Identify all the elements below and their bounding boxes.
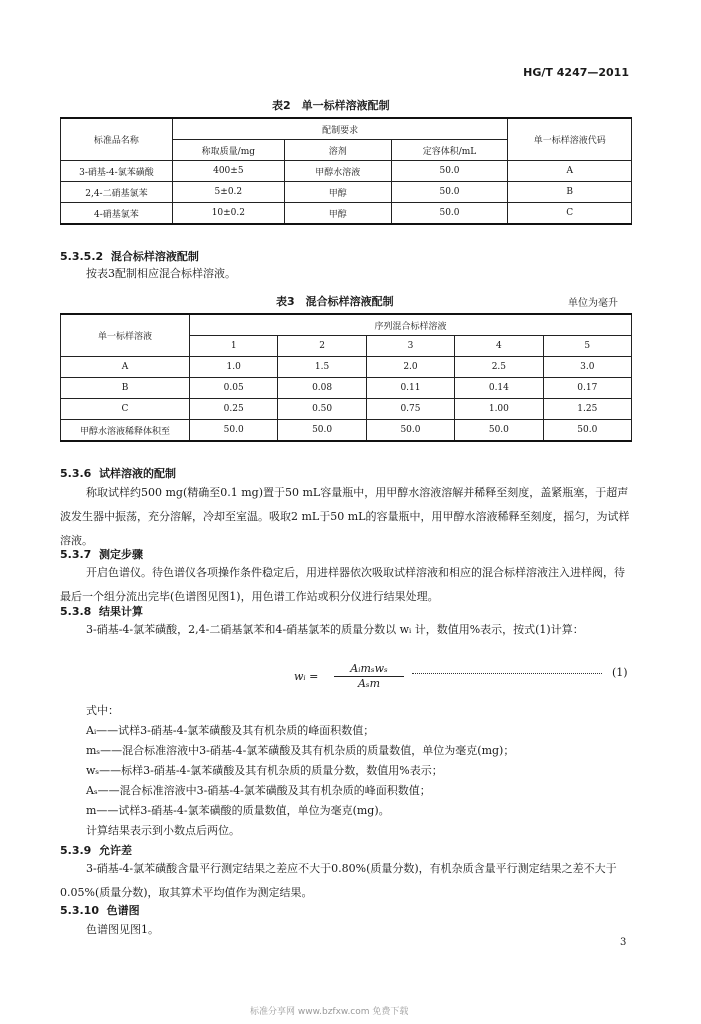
table-row xyxy=(61,378,632,399)
cell-name: 3-硝基-4-氯苯磺酸 xyxy=(61,161,173,182)
table-row xyxy=(61,420,632,442)
table-row xyxy=(61,182,632,203)
table2-header-requirements: 配制要求 xyxy=(172,118,508,140)
section-title: 混合标样溶液配制 xyxy=(110,250,199,263)
section-number: 5.3.6 xyxy=(60,467,92,480)
table2-header-volume: 定容体积/mL xyxy=(391,140,508,161)
page-number: 3 xyxy=(620,937,627,948)
section-title: 允许差 xyxy=(99,844,132,857)
cell-value: 0.75 xyxy=(366,399,454,420)
section-number: 5.3.5.2 xyxy=(60,250,104,263)
cell-value: 50.0 xyxy=(543,420,631,442)
cell-value: 50.0 xyxy=(278,420,366,442)
cell-code: A xyxy=(508,161,632,182)
table2-header-name: 标准品名称 xyxy=(61,118,173,161)
row-label: C xyxy=(61,399,190,420)
cell-mass: 5±0.2 xyxy=(172,182,284,203)
row-label: B xyxy=(61,378,190,399)
table2 xyxy=(60,117,632,225)
table3-col: 5 xyxy=(543,336,631,357)
formula-numerator: Aᵢmₛwₛ xyxy=(334,662,404,677)
watermark: 标准分享网 www.bzfxw.com 免费下载 xyxy=(250,1007,409,1017)
cell-solvent: 甲醇 xyxy=(284,203,391,225)
cell-value: 50.0 xyxy=(366,420,454,442)
cell-volume: 50.0 xyxy=(391,182,508,203)
cell-solvent: 甲醇 xyxy=(284,182,391,203)
section-title: 试样溶液的配制 xyxy=(99,467,176,480)
table2-header-mass: 称取质量/mg xyxy=(172,140,284,161)
table2-caption: 表2 单一标样溶液配制 xyxy=(272,99,390,112)
cell-volume: 50.0 xyxy=(391,161,508,182)
paragraph: 开启色谱仪。待色谱仪各项操作条件稳定后，用进样器依次吸取试样溶液和相应的混合标样溶液注入进样阀，待最后一个组分流出完毕(色谱图见图1)，用色谱工作站或积分仪进行结果处理。 xyxy=(60,566,625,603)
table3-col: 2 xyxy=(278,336,366,357)
cell-value: 2.5 xyxy=(455,357,543,378)
cell-value: 0.05 xyxy=(190,378,278,399)
leader-dots xyxy=(412,671,602,674)
row-label: 甲醇水溶液稀释体积至 xyxy=(61,420,190,442)
table-row xyxy=(61,399,632,420)
table2-header-code: 单一标样溶液代码 xyxy=(508,118,632,161)
formula-lhs: wᵢ = xyxy=(294,670,319,683)
cell-volume: 50.0 xyxy=(391,203,508,225)
cell-code: C xyxy=(508,203,632,225)
table3-caption: 表3 混合标样溶液配制 xyxy=(276,295,394,308)
table-row xyxy=(61,161,632,182)
cell-value: 0.11 xyxy=(366,378,454,399)
section-number: 5.3.7 xyxy=(60,548,92,561)
paragraph: 色谱图见图1。 xyxy=(86,923,159,936)
cell-name: 4-硝基氯苯 xyxy=(61,203,173,225)
section-heading xyxy=(60,465,176,481)
cell-value: 50.0 xyxy=(455,420,543,442)
table3-header-single: 单一标样溶液 xyxy=(61,314,190,357)
section-number: 5.3.8 xyxy=(60,605,92,618)
paragraph: 按表3配制相应混合标样溶液。 xyxy=(86,267,236,280)
definition-item: Aᵢ——试样3-硝基-4-氯苯磺酸及其有机杂质的峰面积数值； xyxy=(86,724,375,737)
table3-col: 1 xyxy=(190,336,278,357)
cell-value: 0.25 xyxy=(190,399,278,420)
row-label: A xyxy=(61,357,190,378)
table2-header-solvent: 溶剂 xyxy=(284,140,391,161)
definition-item: mₛ——混合标准溶液中3-硝基-4-氯苯磺酸及其有机杂质的质量数值，单位为毫克(mg)； xyxy=(86,744,515,757)
section-heading xyxy=(60,603,143,619)
table3-unit: 单位为毫升 xyxy=(568,298,618,309)
cell-value: 1.0 xyxy=(190,357,278,378)
cell-name: 2,4-二硝基氯苯 xyxy=(61,182,173,203)
cell-value: 0.14 xyxy=(455,378,543,399)
table3 xyxy=(60,313,632,442)
formula-denominator: Aₛm xyxy=(357,677,381,690)
formula-1 xyxy=(294,662,632,692)
section-number: 5.3.9 xyxy=(60,844,92,857)
section-title: 色谱图 xyxy=(106,904,140,917)
table-row xyxy=(61,203,632,225)
table3-col: 4 xyxy=(455,336,543,357)
cell-code: B xyxy=(508,182,632,203)
cell-value: 0.08 xyxy=(278,378,366,399)
section-title: 结果计算 xyxy=(99,605,143,618)
where-label: 式中： xyxy=(86,704,119,717)
cell-value: 1.5 xyxy=(278,357,366,378)
formula-number: (1) xyxy=(612,666,628,679)
cell-value: 1.00 xyxy=(455,399,543,420)
section-heading xyxy=(60,546,143,562)
cell-value: 0.50 xyxy=(278,399,366,420)
cell-value: 3.0 xyxy=(543,357,631,378)
cell-mass: 10±0.2 xyxy=(172,203,284,225)
section-title: 测定步骤 xyxy=(99,548,143,561)
table3-col: 3 xyxy=(366,336,454,357)
table-row xyxy=(61,357,632,378)
definition-item: Aₛ——混合标准溶液中3-硝基-4-氯苯磺酸及其有机杂质的峰面积数值； xyxy=(86,784,431,797)
standard-number: HG/T 4247—2011 xyxy=(523,66,629,79)
cell-value: 50.0 xyxy=(190,420,278,442)
paragraph: 3-硝基-4-氯苯磺酸，2,4-二硝基氯苯和4-硝基氯苯的质量分数以 wᵢ 计，数值用%表示，按式(1)计算： xyxy=(86,623,584,636)
section-heading xyxy=(60,842,132,858)
cell-value: 2.0 xyxy=(366,357,454,378)
cell-solvent: 甲醇水溶液 xyxy=(284,161,391,182)
paragraph: 3-硝基-4-氯苯磺酸含量平行测定结果之差应不大于0.80%(质量分数)，有机杂质含量平行测定结果之差不大于0.05%(质量分数)，取其算术平均值作为测定结果。 xyxy=(60,862,617,899)
cell-value: 0.17 xyxy=(543,378,631,399)
cell-value: 1.25 xyxy=(543,399,631,420)
paragraph: 称取试样约500 mg(精确至0.1 mg)置于50 mL容量瓶中，用甲醇水溶液溶解并稀释至刻度，盖紧瓶塞，于超声波发生器中振荡，充分溶解，冷却至室温。吸取2 mL于50 mL的容量瓶中，用甲醇水溶液稀释至刻度，摇匀，为试样溶液。 xyxy=(60,486,630,547)
paragraph: 计算结果表示到小数点后两位。 xyxy=(86,824,240,837)
section-number: 5.3.10 xyxy=(60,904,99,917)
table3-header-series: 序列混合标样溶液 xyxy=(190,314,632,336)
definition-item: m——试样3-硝基-4-氯苯磺酸的质量数值，单位为毫克(mg)。 xyxy=(86,804,390,817)
section-heading xyxy=(60,902,140,918)
cell-mass: 400±5 xyxy=(172,161,284,182)
definition-item: wₛ——标样3-硝基-4-氯苯磺酸及其有机杂质的质量分数，数值用%表示； xyxy=(86,764,443,777)
